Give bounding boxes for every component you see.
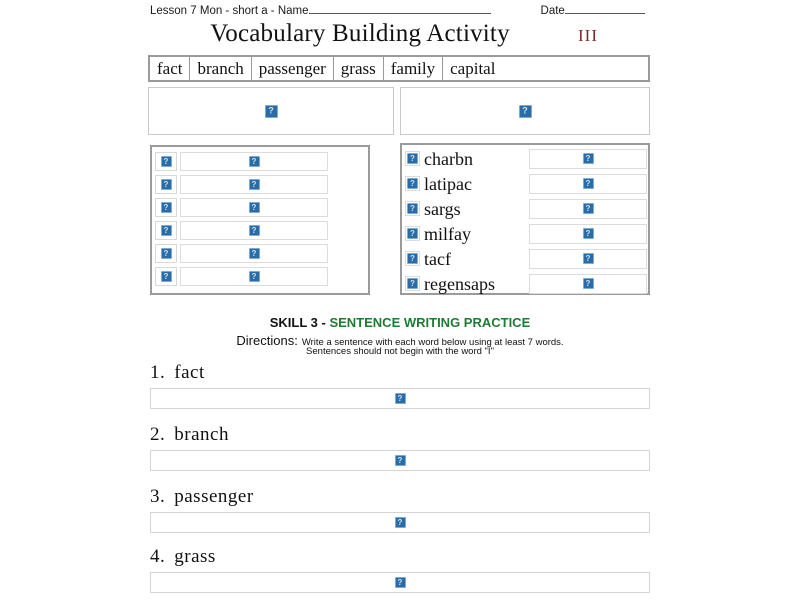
sentence-item-label <box>150 486 650 510</box>
broken-image-icon <box>161 225 172 236</box>
table-row <box>405 246 646 271</box>
row-image-cell[interactable] <box>405 151 420 166</box>
row-image-cell[interactable] <box>155 198 177 217</box>
broken-image-icon <box>583 278 594 289</box>
broken-image-icon <box>395 455 406 466</box>
sentence-write-box[interactable] <box>150 388 650 409</box>
row-answer-blank[interactable] <box>180 175 328 194</box>
sentence-item <box>150 546 650 593</box>
skill-heading <box>150 315 650 330</box>
roman-numeral: III <box>578 26 598 45</box>
broken-image-icon <box>519 105 532 118</box>
sentence-item-number: 3. <box>150 486 166 507</box>
broken-image-icon <box>395 393 406 404</box>
table-row <box>405 271 646 296</box>
broken-image-icon <box>583 253 594 264</box>
row-image-cell[interactable] <box>155 221 177 240</box>
broken-image-icon <box>583 203 594 214</box>
sentence-item <box>150 486 650 533</box>
row-answer-blank[interactable] <box>529 174 647 194</box>
unscramble-table <box>400 143 650 295</box>
word-bank-cell[interactable]: fact <box>150 57 190 80</box>
worksheet-header <box>150 2 650 18</box>
name-blank-line[interactable] <box>309 2 491 14</box>
sentence-item-number: 2. <box>150 424 166 445</box>
broken-image-icon <box>161 248 172 259</box>
broken-image-icon <box>395 517 406 528</box>
scrambled-word: charbn <box>424 148 473 169</box>
row-image-cell[interactable] <box>405 201 420 216</box>
table-row <box>405 221 646 246</box>
skill-heading-prefix: SKILL 3 - <box>269 315 330 330</box>
broken-image-icon <box>407 153 418 164</box>
broken-image-icon <box>583 153 594 164</box>
broken-image-icon <box>249 271 260 282</box>
row-image-cell[interactable] <box>155 244 177 263</box>
sentence-item-label <box>150 362 650 386</box>
broken-image-icon <box>161 179 172 190</box>
broken-image-icon <box>249 156 260 167</box>
sentence-item-label <box>150 424 650 448</box>
skill-heading-title: SENTENCE WRITING PRACTICE <box>329 315 531 330</box>
word-bank <box>148 55 650 82</box>
sentence-write-box[interactable] <box>150 450 650 471</box>
table-row <box>155 242 366 265</box>
broken-image-icon <box>249 179 260 190</box>
sentence-item-label <box>150 546 650 570</box>
broken-image-icon <box>407 228 418 239</box>
table-row <box>155 173 366 196</box>
scrambled-word: regensaps <box>424 273 495 294</box>
table-row <box>155 265 366 288</box>
sentence-item <box>150 424 650 471</box>
row-answer-blank[interactable] <box>180 244 328 263</box>
broken-image-icon <box>249 225 260 236</box>
broken-image-icon <box>407 203 418 214</box>
date-blank-line[interactable] <box>565 2 645 14</box>
broken-image-icon <box>249 202 260 213</box>
table-row <box>155 150 366 173</box>
broken-image-icon <box>407 253 418 264</box>
broken-image-icon <box>161 271 172 282</box>
scrambled-word: latipac <box>424 173 472 194</box>
sentence-item-number: 1. <box>150 362 166 383</box>
broken-image-icon <box>161 202 172 213</box>
row-answer-blank[interactable] <box>180 221 328 240</box>
row-image-cell[interactable] <box>405 251 420 266</box>
broken-image-icon <box>583 178 594 189</box>
answer-box-left[interactable] <box>148 87 394 135</box>
row-answer-blank[interactable] <box>529 199 647 219</box>
table-row <box>155 196 366 219</box>
word-bank-cell[interactable]: family <box>384 57 443 80</box>
table-row <box>405 196 646 221</box>
sentence-item-word: branch <box>174 424 229 445</box>
sentence-item-number: 4. <box>150 546 166 567</box>
broken-image-icon <box>583 228 594 239</box>
row-image-cell[interactable] <box>155 152 177 171</box>
directions-label: Directions: <box>236 333 298 348</box>
word-bank-cell[interactable]: capital <box>450 58 496 78</box>
answer-box-right[interactable] <box>400 87 650 135</box>
table-row <box>405 171 646 196</box>
scrambled-word: tacf <box>424 248 451 269</box>
directions-line-2: Sentences should not begin with the word "I" <box>306 346 494 357</box>
row-answer-blank[interactable] <box>180 152 328 171</box>
broken-image-icon <box>249 248 260 259</box>
page-title: Vocabulary Building Activity <box>210 20 510 47</box>
sentence-write-box[interactable] <box>150 572 650 593</box>
row-answer-blank[interactable] <box>180 267 328 286</box>
broken-image-icon <box>407 178 418 189</box>
date-label: Date <box>540 5 565 17</box>
row-image-cell[interactable] <box>405 276 420 291</box>
broken-image-icon <box>161 156 172 167</box>
row-image-cell[interactable] <box>405 176 420 191</box>
row-image-cell[interactable] <box>155 267 177 286</box>
sentence-item-word: grass <box>174 546 216 567</box>
row-answer-blank[interactable] <box>180 198 328 217</box>
scrambled-word: sargs <box>424 198 461 219</box>
table-row <box>405 146 646 171</box>
word-bank-cell[interactable]: branch <box>190 57 251 80</box>
sentence-item <box>150 362 650 409</box>
sentence-write-box[interactable] <box>150 512 650 533</box>
lesson-label: Lesson 7 Mon - short a - Name <box>150 5 309 17</box>
directions-text: Write a sentence with each word below using at least 7 words. <box>301 337 564 348</box>
broken-image-icon <box>407 278 418 289</box>
row-answer-blank[interactable] <box>529 149 647 169</box>
sentence-item-word: fact <box>174 362 205 383</box>
scrambled-word: milfay <box>424 223 471 244</box>
broken-image-icon <box>395 577 406 588</box>
row-answer-blank[interactable] <box>529 249 647 269</box>
sentence-item-word: passenger <box>174 486 254 507</box>
row-image-cell[interactable] <box>155 175 177 194</box>
word-bank-cell[interactable]: grass <box>334 57 384 80</box>
broken-image-icon <box>265 105 278 118</box>
row-answer-blank[interactable] <box>529 224 647 244</box>
answer-box-row <box>148 87 650 135</box>
row-answer-blank[interactable] <box>529 274 647 294</box>
picture-match-table <box>150 145 370 295</box>
word-bank-cell[interactable]: passenger <box>252 57 334 80</box>
row-image-cell[interactable] <box>405 226 420 241</box>
table-row <box>155 219 366 242</box>
